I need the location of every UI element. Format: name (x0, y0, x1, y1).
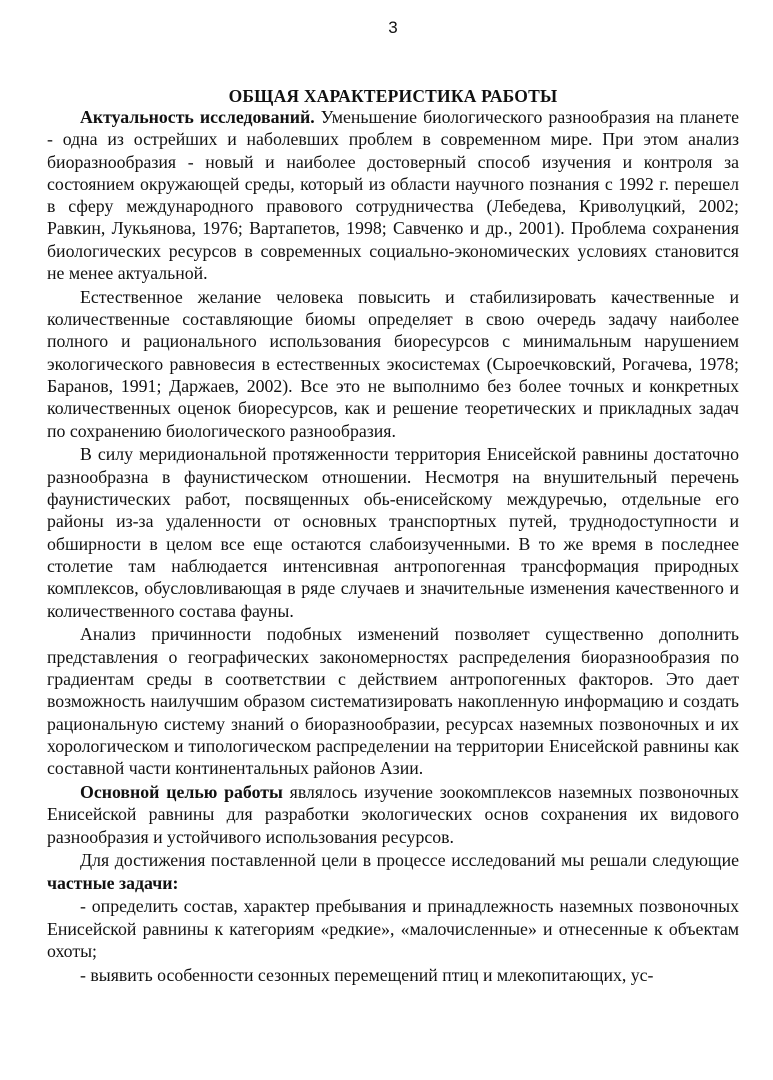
paragraph-lead: Актуальность исследований. (80, 107, 315, 127)
paragraph-text: Для достижения поставленной цели в процессе исследований мы решали следующие (80, 850, 739, 871)
paragraph-bioresources: Естественное желание человека повысить и стабилизировать качественные и количественные составляющие биомы определяет в свою очередь задачу наиболее полного и рационального использования биоресурсов с минимальным нарушением экологического равновесия в естественных экосистемах (Сыроечковский, Рогачева, 1978; Баранов, 1991; Даржаев, 2002). Все это не выполнимо без более точных и конкретных количественных оценок биоресурсов, как и решение теоретических и прикладных задач по сохранению биологического разнообразия. (47, 286, 739, 441)
paragraph-tasks-intro (47, 849, 739, 894)
paragraph-analysis: Анализ причинности подобных изменений позволяет существенно дополнить представления о географических закономерностях распределения биоразнообразия по градиентам среды в соответствии с действием антропогенных факторов. Это дает возможность наилучшим образом систематизировать накопленную информацию и создать рациональную систему знаний о биоразнообразии, ресурсах наземных позвоночных и их хорологическом и типологическом распределении на территории Енисейской равнины как составной части континентальных районов Азии. (47, 624, 739, 779)
section-heading: ОБЩАЯ ХАРАКТЕРИСТИКА РАБОТЫ (228, 86, 558, 106)
paragraph-lead: Основной целью работы (80, 781, 283, 802)
body-text (47, 106, 739, 988)
paragraph-main-goal (47, 781, 739, 848)
paragraph-bold-term: частные задачи: (47, 872, 179, 893)
list-item-task-2: - выявить особенности сезонных перемещений птиц и млекопитающих, ус- (80, 964, 654, 985)
list-item-task-1: - определить состав, характер пребывания и принадлежность наземных позвоночных Енисейской равнины к категориям «редкие», «малочисленные» и отнесенные к объектам охоты; (47, 896, 739, 961)
paragraph-relevance (47, 106, 739, 284)
paragraph-yenisei-plain: В силу меридиональной протяженности территория Енисейской равнины достаточно разнообразна в фаунистическом отношении. Несмотря на внушительный перечень фаунистических работ, посвященных обь-енисейскому междуречью, отдельные его районы из-за удаленности от основных транспортных путей, труднодоступности и обширности в целом все еще остаются слабоизученными. В то же время в последнее столетие там наблюдается интенсивная антропогенная трансформация природных комплексов, обусловливающая в ряде случаев и значительные изменения качественного и количественного состава фауны. (47, 444, 739, 621)
paragraph-text: Уменьшение биологического разнообразия на планете - одна из острейших и наболевших проблем в современном мире. При этом анализ биоразнообразия - новый и наиболее достоверный способ изучения и контроля за состоянием окружающей среды, который из области научного познания с 1992 г. перешел в сферу международного правового сотрудничества (Лебедева, Криволуцкий, 2002; Равкин, Лукьянова, 1976; Вартапетов, 1998; Савченко и др., 2001). Проблема сохранения биологических ресурсов в современных социально-экономических условиях становится не менее актуальной. (47, 107, 739, 284)
page-number: 3 (388, 18, 398, 37)
paragraph-text: являлось изучение зоокомплексов наземных позвоночных Енисейской равнины для разработки экологических основ сохранения их видового разнообразия и устойчивого использования ресурсов. (47, 781, 739, 847)
